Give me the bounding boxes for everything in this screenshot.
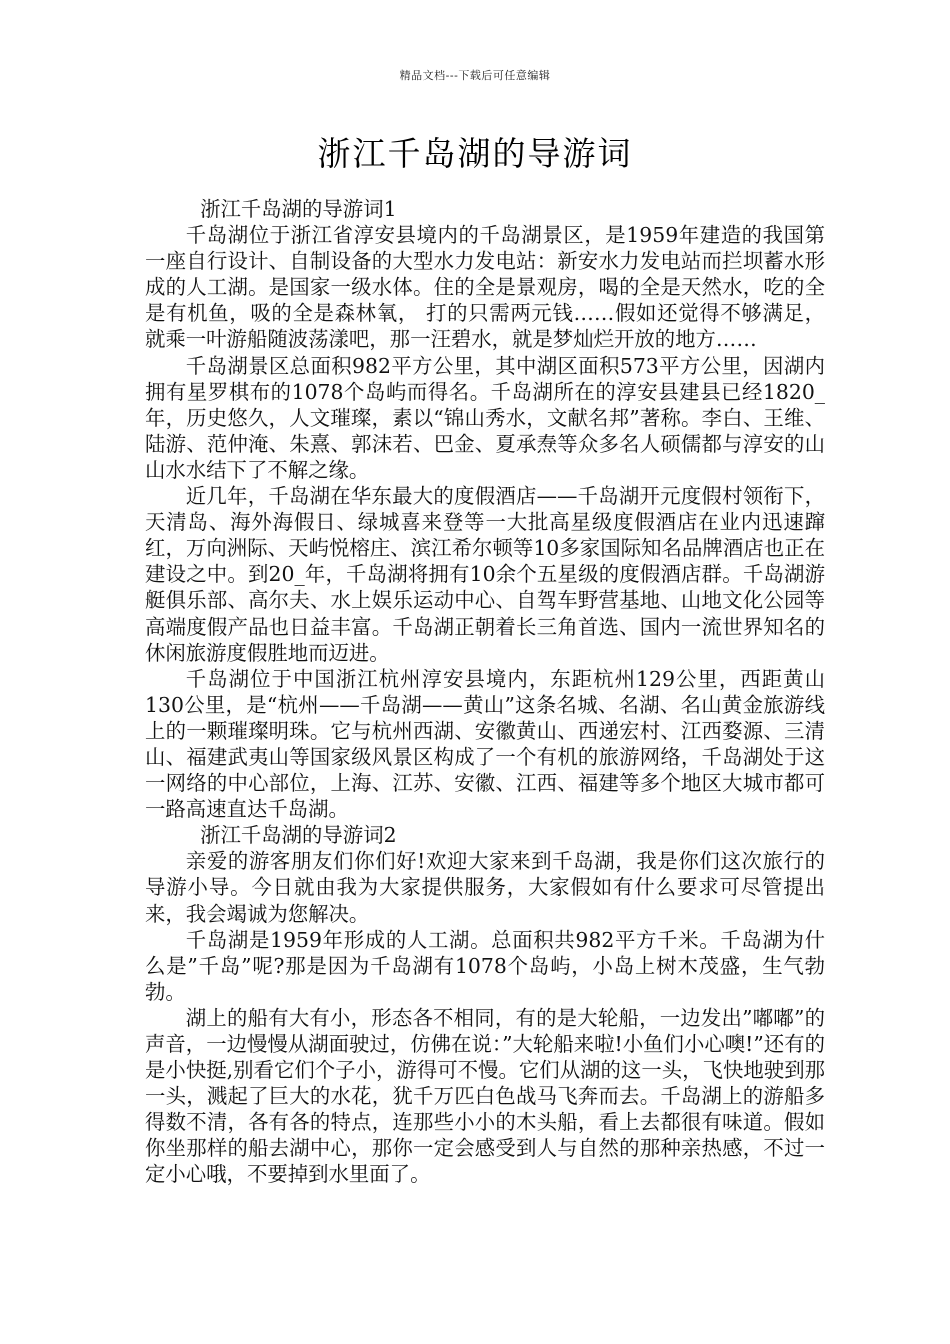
- section-heading-1: 浙江千岛湖的导游词1: [200, 197, 397, 221]
- paragraph: 湖上的船有大有小，形态各不相同，有的是大轮船，一边发出”嘟嘟”的声音，一边慢慢从湖面驶过，仿佛在说：”大轮船来啦!小鱼们小心噢!”还有的是小快挺,别看它们个子小，游得可不慢。它们从湖的这一头，飞快地驶到那一头，溅起了巨大的水花，犹千万匹白色战马飞奔而去。千岛湖上的游船多得数不清，各有各的特点，连那些小小的木头船，看上去都很有味道。假如你坐那样的船去湖中心，那你一定会感受到人与自然的那种亲热感，不过一定小心哦，不要掉到水里面了。: [145, 1005, 825, 1187]
- document-body: [145, 196, 825, 1188]
- paragraph: 近几年，千岛湖在华东最大的度假酒店——千岛湖开元度假村领衔下，天清岛、海外海假日、绿城喜来登等一大批高星级度假酒店在业内迅速蹿红，万向洲际、天屿悦榕庄、滨江希尔顿等10多家国际知名品牌酒店也正在建设之中。到20_年，千岛湖将拥有10余个五星级的度假酒店群。千岛湖游艇俱乐部、高尔夫、水上娱乐运动中心、自驾车野营基地、山地文化公园等高端度假产品也日益丰富。千岛湖正朝着长三角首选、国内一流世界知名的休闲旅游度假胜地而迈进。: [145, 484, 825, 665]
- paragraph: 千岛湖位于中国浙江杭州淳安县境内，东距杭州129公里，西距黄山130公里，是“杭州——千岛湖——黄山”这条名城、名湖、名山黄金旅游线上的一颗璀璨明珠。它与杭州西湖、安徽黄山、西递宏村、江西婺源、三清山、福建武夷山等国家级风景区构成了一个有机的旅游网络，千岛湖处于这一网络的中心部位，上海、江苏、安徽、江西、福建等多个地区大城市都可一路高速直达千岛湖。: [145, 666, 825, 822]
- paragraph: 亲爱的游客朋友们你们好!欢迎大家来到千岛湖，我是你们这次旅行的导游小导。今日就由我为大家提供服务，大家假如有什么要求可尽管提出来，我会竭诚为您解决。: [145, 849, 825, 926]
- header-note: 精品文档---下载后可任意编辑: [399, 69, 551, 82]
- paragraph: 千岛湖景区总面积982平方公里，其中湖区面积573平方公里，因湖内拥有星罗棋布的1078个岛屿而得名。千岛湖所在的淳安县建县已经1820_年，历史悠久，人文璀璨，素以“锦山秀水，文献名邦”著称。李白、王维、陆游、范仲淹、朱熹、郭沫若、巴金、夏承焘等众多名人硕儒都与淳安的山山水水结下了不解之缘。: [145, 353, 825, 482]
- section-heading-2: 浙江千岛湖的导游词2: [200, 823, 397, 848]
- paragraph: 千岛湖位于浙江省淳安县境内的千岛湖景区，是1959年建造的我国第一座自行设计、自制设备的大型水力发电站：新安水力发电站而拦坝蓄水形成的人工湖。是国家一级水体。住的全是景观房，喝的全是天然水，吃的全是有机鱼，吸的全是森林氧， 打的只需两元钱……假如还觉得不够满足， 就乘一叶游船随波荡漾吧，那一汪碧水，就是梦灿烂开放的地方……: [145, 223, 825, 352]
- document-title: 浙江千岛湖的导游词: [317, 134, 633, 173]
- paragraph: 千岛湖是1959年形成的人工湖。总面积共982平方千米。千岛湖为什么是”千岛”呢?那是因为千岛湖有1078个岛屿，小岛上树木茂盛，生气勃勃。: [145, 927, 825, 1004]
